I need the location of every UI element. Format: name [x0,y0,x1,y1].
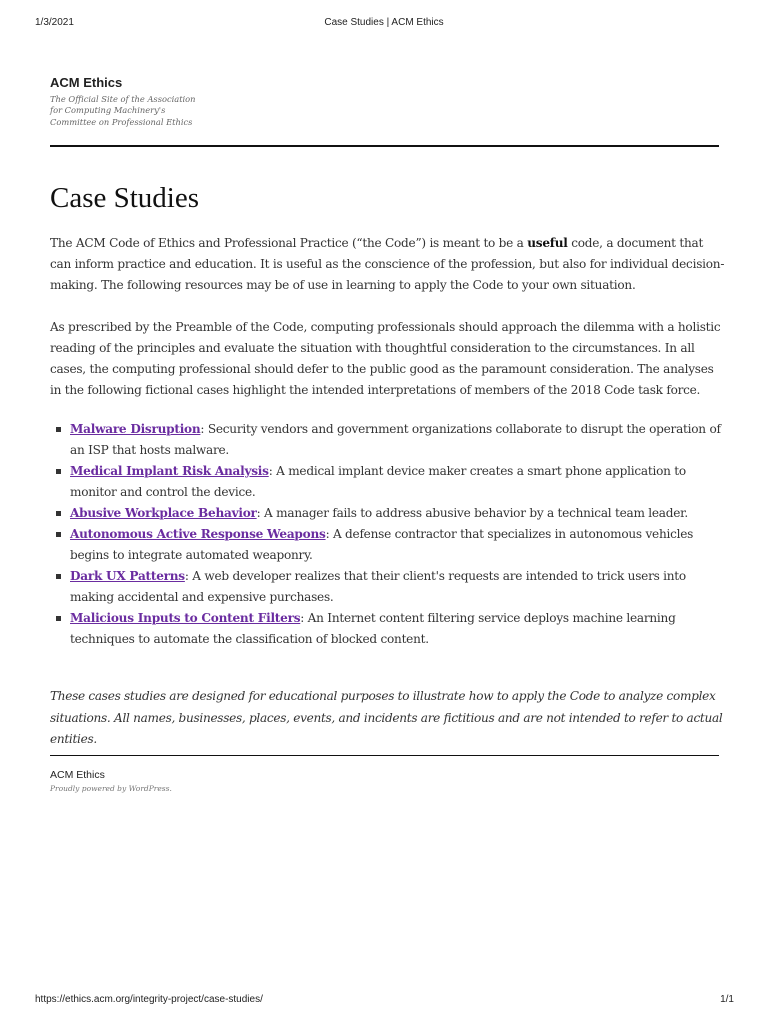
case-description: : An Internet content filtering service deploys machine learning techniques to automate the classification of blocked content. [70,611,676,646]
print-date: 1/3/2021 [35,17,74,28]
page-title: Case Studies [50,182,200,214]
intro-bold-word: useful [527,236,568,250]
case-list [50,419,726,650]
preamble-paragraph: As prescribed by the Preamble of the Code, computing professionals should approach the dilemma with a holistic reading of the principles and evaluate the situation with thoughtful consideration to the circumstances. In all cases, the computing professional should defer to the public good as the paramount consideration. The analyses in the following fictional cases highlight the intended interpretations of members of the 2018 Code task force. [50,320,721,397]
bullet-icon [56,532,61,537]
site-description: The Official Site of the Association for Computing Machinery's Committee on Professional Ethics [50,94,196,127]
bullet-icon [56,469,61,474]
case-link-autonomous-weapons[interactable]: Autonomous Active Response Weapons [70,527,326,541]
case-description: : A medical implant device maker creates a smart phone application to monitor and control the device. [70,464,686,499]
print-footer [0,994,768,1008]
bullet-icon [56,574,61,579]
list-item [70,566,726,608]
print-page-number: 1/1 [720,994,734,1005]
case-description: : A manager fails to address abusive behavior by a technical team leader. [256,506,688,520]
intro-paragraph [50,233,726,296]
list-item [70,608,726,650]
case-link-abusive-workplace[interactable]: Abusive Workplace Behavior [70,506,257,520]
header-divider [50,145,719,147]
print-url: https://ethics.acm.org/integrity-project/case-studies/ [35,994,263,1005]
bullet-icon [56,616,61,621]
footer-site-link[interactable]: ACM Ethics [50,769,105,781]
bullet-icon [56,511,61,516]
list-item [70,419,726,461]
case-description: : Security vendors and government organizations collaborate to disrupt the operation of an ISP that hosts malware. [70,422,721,457]
print-page-title: Case Studies | ACM Ethics [324,17,444,28]
site-header [50,75,720,128]
case-link-malicious-inputs[interactable]: Malicious Inputs to Content Filters [70,611,301,625]
list-item [70,503,726,524]
main-content [50,233,726,650]
print-header [0,17,768,31]
list-item [70,524,726,566]
case-description: : A defense contractor that specializes in autonomous vehicles begins to integrate automated weaponry. [70,527,694,562]
case-link-medical-implant[interactable]: Medical Implant Risk Analysis [70,464,269,478]
intro-text-start: The ACM Code of Ethics and Professional Practice (“the Code”) is meant to be a [50,236,528,250]
footer-divider [50,755,719,756]
footer-powered-by[interactable]: Proudly powered by WordPress. [50,784,172,793]
site-name-link[interactable]: ACM Ethics [50,75,123,90]
bullet-icon [56,427,61,432]
case-description: : A web developer realizes that their client's requests are intended to trick users into making accidental and expensive purchases. [70,569,686,604]
intro-text-end: code, a document that can inform practice and education. It is useful as the conscience of the profession, but also for individual decision-making. The following resources may be of use in learning to apply the Code to your own situation. [50,236,725,292]
case-link-malware-disruption[interactable]: Malware Disruption [70,422,201,436]
case-link-dark-ux[interactable]: Dark UX Patterns [70,569,185,583]
list-item [70,461,726,503]
disclaimer-note: These cases studies are designed for educational purposes to illustrate how to apply the Code to analyze complex situations. All names, businesses, places, events, and incidents are fictitious and are not intended to refer to actual entities. [50,689,723,746]
